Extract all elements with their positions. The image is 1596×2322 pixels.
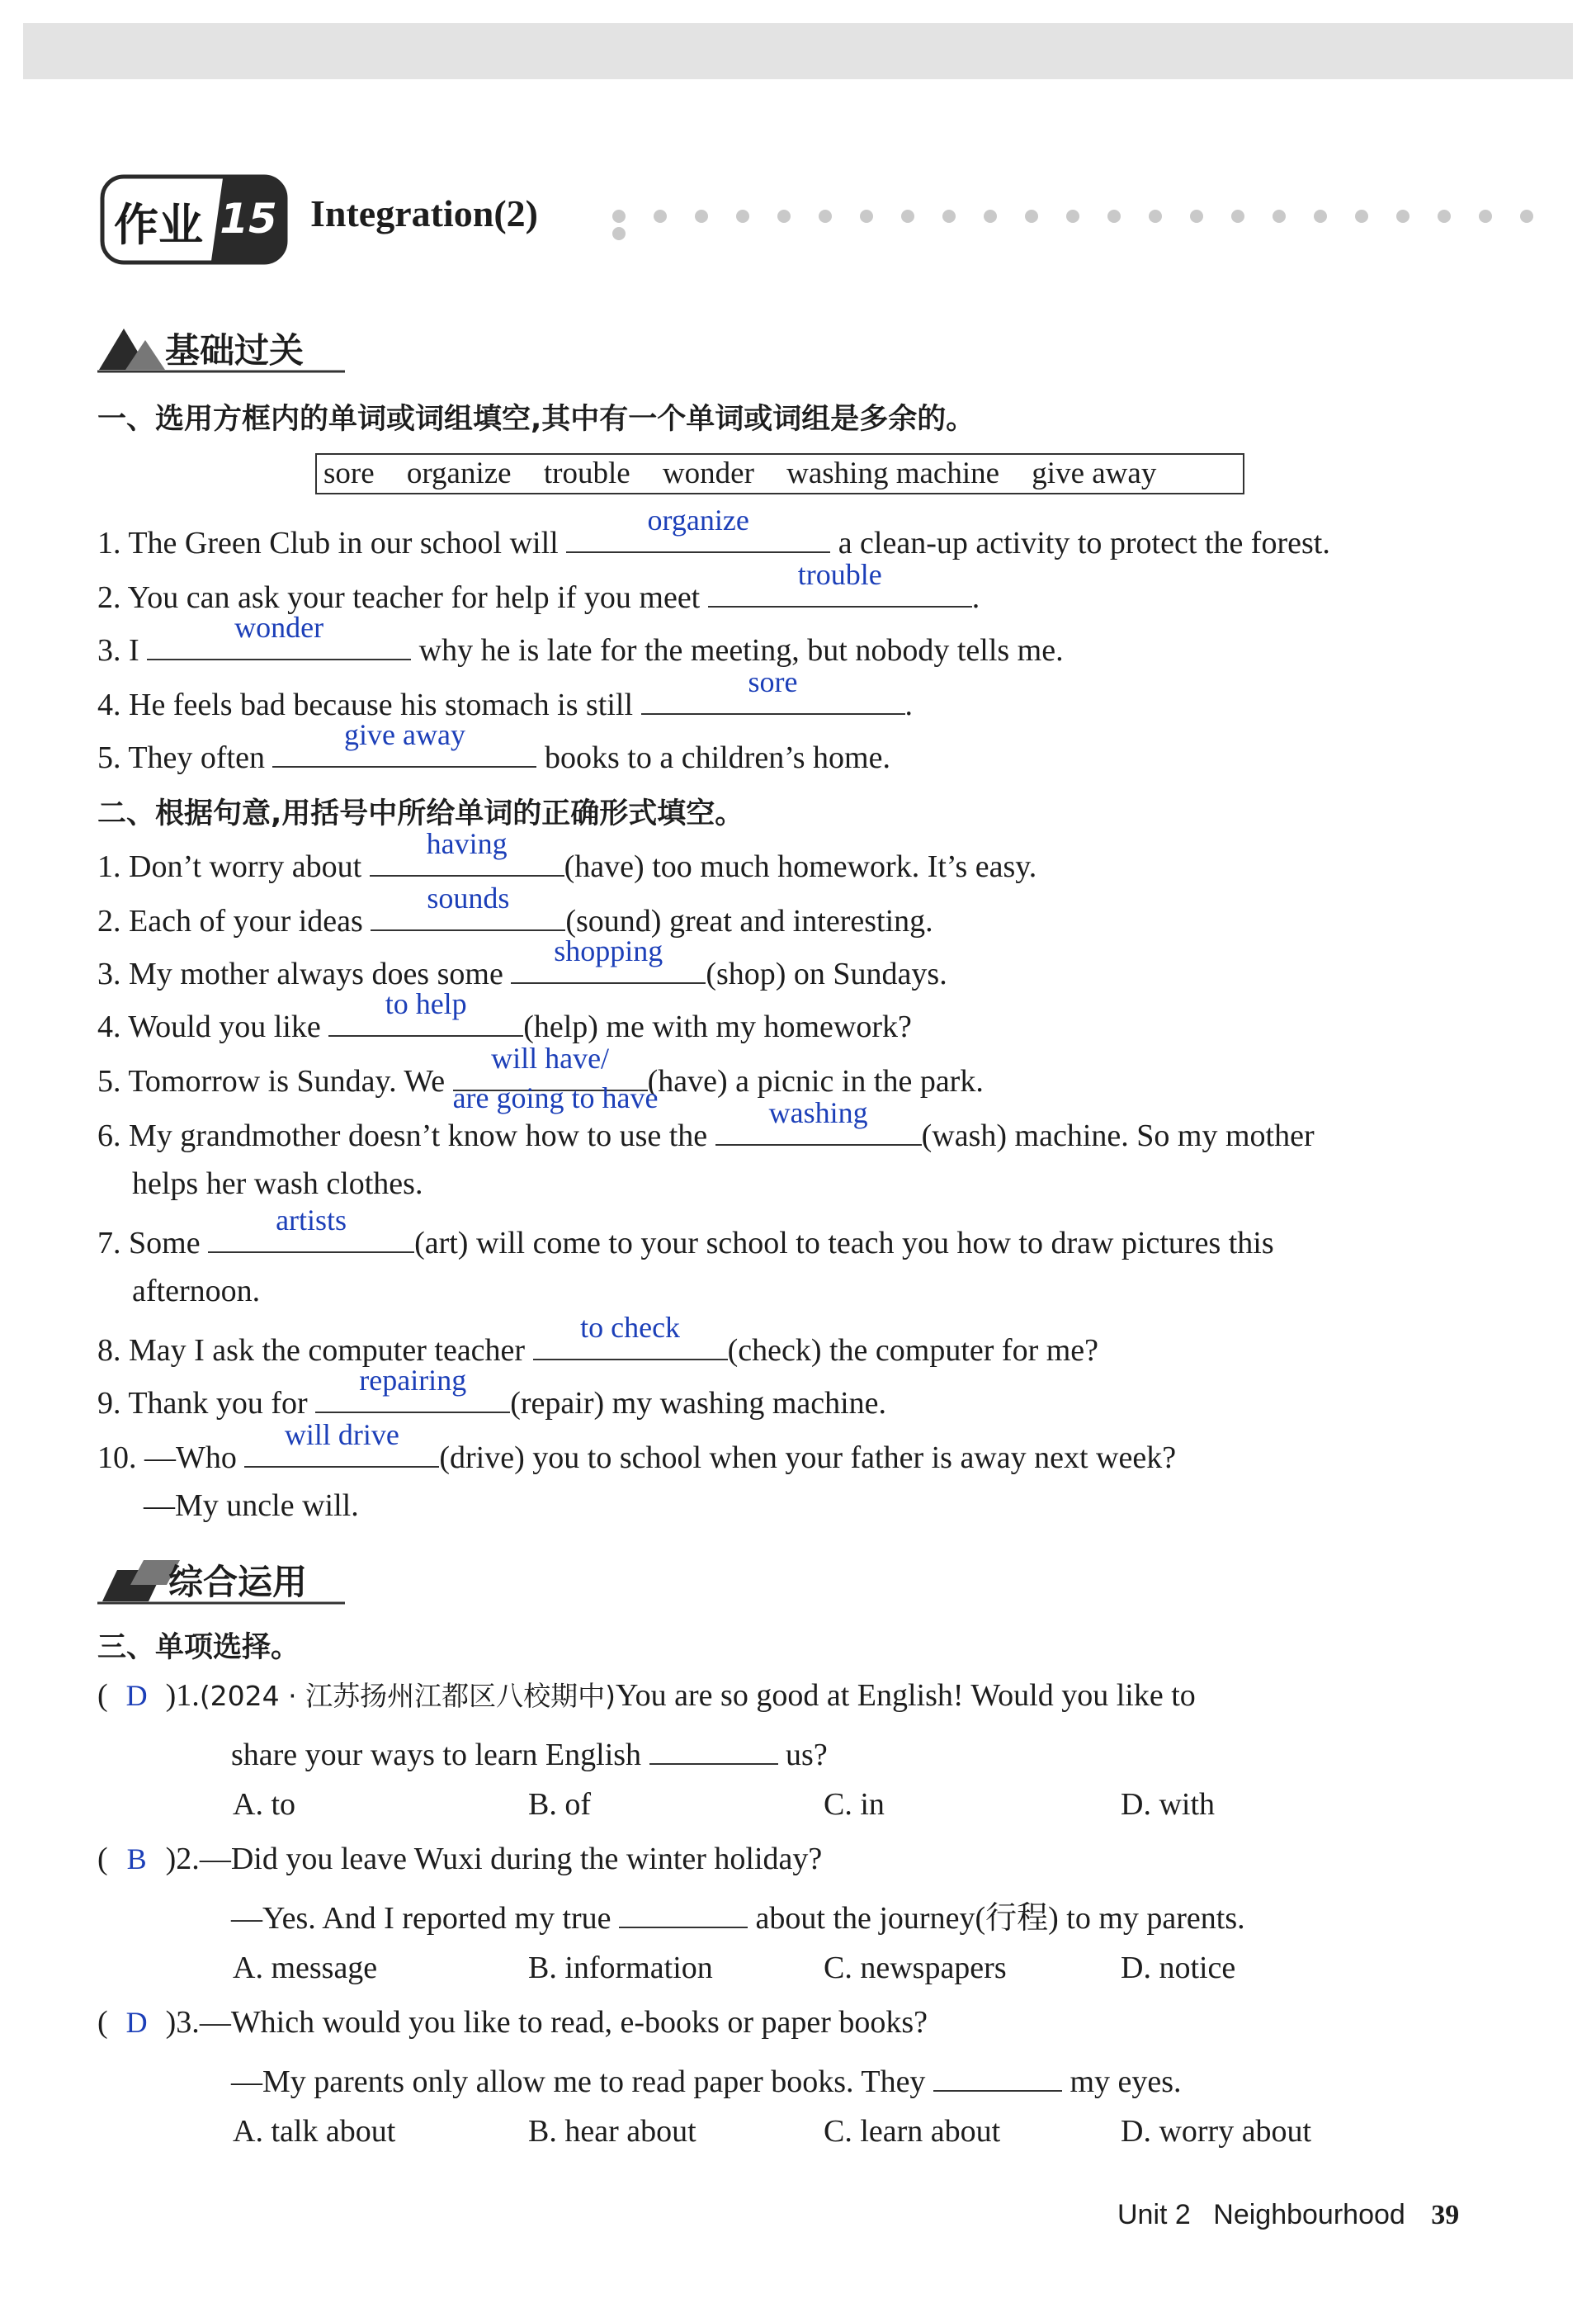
mc-option[interactable]: C. learn about (824, 2114, 1001, 2149)
part1-item: 5. They often give away books to a children’s home. (97, 733, 890, 778)
banner-label: 基础过关 (165, 330, 305, 371)
part2-item: 9. Thank you for repairing (repair) my washing machine. (97, 1379, 886, 1423)
answer-text: give away (344, 718, 465, 751)
mc-option[interactable]: D. with (1121, 1787, 1215, 1822)
section-banner-basic (97, 320, 345, 373)
mc-question: ( D )1.(2024 · 江苏扬州江都区八校期中)You are so good at English! Would you like to (97, 1676, 1196, 1716)
answer-text-second-line: are going to have (452, 1081, 659, 1114)
mc-option[interactable]: D. worry about (1121, 2114, 1312, 2149)
word-box (315, 453, 1244, 494)
section-banner-comprehensive (97, 1552, 345, 1605)
word-option: washing machine (786, 456, 1000, 490)
mc-option[interactable]: A. talk about (233, 2114, 396, 2149)
word-option: organize (406, 456, 512, 490)
mc-option[interactable]: C. in (824, 1787, 885, 1822)
answer-text: trouble (797, 558, 882, 591)
mc-option[interactable]: B. of (528, 1787, 591, 1822)
mc-question-stem: —My parents only allow me to read paper books. They my eyes. (231, 2057, 1182, 2102)
word-option: give away (1032, 456, 1157, 490)
fill-blank[interactable] (649, 1730, 778, 1765)
part2-item: 4. Would you like to help (help) me with my homework? (97, 1002, 912, 1047)
part1-item: 3. I wonder why he is late for the meeting, but nobody tells me. (97, 626, 1064, 670)
word-option: sore (323, 456, 375, 490)
part2-item: 5. Tomorrow is Sunday. We will have/ are going to have (have) a picnic in the park. (97, 1057, 984, 1101)
part2-item: 3. My mother always does some shopping (shop) on Sundays. (97, 949, 947, 994)
page-footer (1117, 2199, 1459, 2231)
mc-answer[interactable]: B (126, 1842, 147, 1875)
title-dotted-rule (612, 210, 1596, 244)
mc-option[interactable]: C. newspapers (824, 1951, 1007, 1985)
mc-question: ( B )2.—Did you leave Wuxi during the winter holiday? (97, 1839, 822, 1879)
part1-item: 4. He feels bad because his stomach is still sore . (97, 680, 913, 725)
footer-unit: Unit 2 (1117, 2199, 1191, 2230)
answer-text: organize (647, 504, 749, 537)
fill-blank[interactable] (715, 1096, 922, 1146)
answer-text: washing (768, 1096, 868, 1129)
page-title: Integration(2) (310, 192, 538, 234)
fill-blank[interactable] (533, 1311, 728, 1360)
mc-answer[interactable]: D (125, 2006, 148, 2039)
answer-text: sounds (427, 882, 510, 915)
part2-item: 2. Each of your ideas sounds (sound) great and interesting. (97, 896, 933, 941)
badge-number: 15 (220, 195, 277, 243)
part2-item: 1. Don’t worry about having (have) too much homework. It’s easy. (97, 842, 1036, 887)
part2-item-continuation: afternoon. (132, 1274, 261, 1308)
answer-text: wonder (234, 611, 324, 644)
fill-blank[interactable] (371, 882, 565, 931)
part1-item: 2. You can ask your teacher for help if you meet trouble . (97, 573, 980, 617)
banner-label: 综合运用 (168, 1562, 308, 1602)
answer-text: will drive (284, 1418, 399, 1451)
part2-item: 6. My grandmother doesn’t know how to use the washing (wash) machine. So my mother (97, 1111, 1315, 1156)
fill-blank[interactable] (208, 1204, 414, 1253)
answer-text: to help (385, 987, 467, 1020)
answer-text: artists (276, 1204, 347, 1237)
fill-blank[interactable] (708, 558, 972, 608)
footer-unit-name: Neighbourhood (1213, 2199, 1405, 2230)
answer-text: shopping (554, 934, 663, 967)
mc-option[interactable]: B. information (528, 1951, 713, 1985)
fill-blank[interactable] (328, 987, 523, 1037)
part1-item: 1. The Green Club in our school will organize a clean-up activity to protect the forest. (97, 518, 1330, 563)
part2-item-continuation: —My uncle will. (144, 1488, 359, 1523)
fill-blank[interactable] (619, 1894, 748, 1928)
mc-option[interactable]: B. hear about (528, 2114, 696, 2149)
top-scan-band (23, 23, 1573, 79)
part1-instruction: 一、选用方框内的单词或词组填空,其中有一个单词或词组是多余的。 (97, 403, 975, 436)
fill-blank[interactable] (641, 665, 905, 715)
word-option: trouble (543, 456, 630, 490)
answer-text: to check (580, 1311, 681, 1344)
answer-text: having (426, 827, 508, 860)
mc-option[interactable]: A. to (233, 1787, 295, 1822)
fill-blank[interactable] (933, 2057, 1062, 2092)
fill-blank[interactable] (566, 504, 830, 553)
mc-question-stem: —Yes. And I reported my true about the journey(行程) to my parents. (231, 1894, 1245, 1938)
question-source: (2024 · 江苏扬州江都区八校期中) (199, 1680, 616, 1712)
fill-blank[interactable] (272, 718, 536, 768)
part2-item: 10. —Who will drive (drive) you to school when your father is away next week? (97, 1433, 1176, 1478)
mc-option[interactable]: D. notice (1121, 1951, 1236, 1985)
assignment-badge (99, 172, 289, 267)
part2-item: 7. Some artists (art) will come to your school to teach you how to draw pictures this (97, 1218, 1274, 1263)
fill-blank[interactable] (511, 934, 706, 984)
part2-item: 8. May I ask the computer teacher to check (check) the computer for me? (97, 1326, 1098, 1370)
word-option: wonder (662, 456, 754, 490)
part2-item-continuation: helps her wash clothes. (132, 1166, 423, 1201)
fill-blank[interactable] (370, 827, 564, 877)
page-number: 39 (1431, 2200, 1460, 2230)
mc-option[interactable]: A. message (233, 1951, 378, 1985)
mc-answer[interactable]: D (125, 1679, 148, 1712)
badge-text: 作业 (114, 199, 203, 251)
fill-blank[interactable] (315, 1364, 510, 1413)
part2-instruction: 二、根据句意,用括号中所给单词的正确形式填空。 (97, 797, 744, 830)
answer-text: sore (748, 665, 798, 698)
answer-text: repairing (359, 1364, 467, 1397)
fill-blank[interactable] (452, 1042, 659, 1114)
mc-question: ( D )3.—Which would you like to read, e-books or paper books? (97, 2003, 928, 2042)
mc-question-stem: share your ways to learn English us? (231, 1730, 828, 1775)
fill-blank[interactable] (147, 611, 411, 660)
fill-blank[interactable] (244, 1418, 439, 1468)
part3-instruction: 三、单项选择。 (97, 1631, 300, 1664)
answer-text: will have/ (491, 1042, 610, 1075)
